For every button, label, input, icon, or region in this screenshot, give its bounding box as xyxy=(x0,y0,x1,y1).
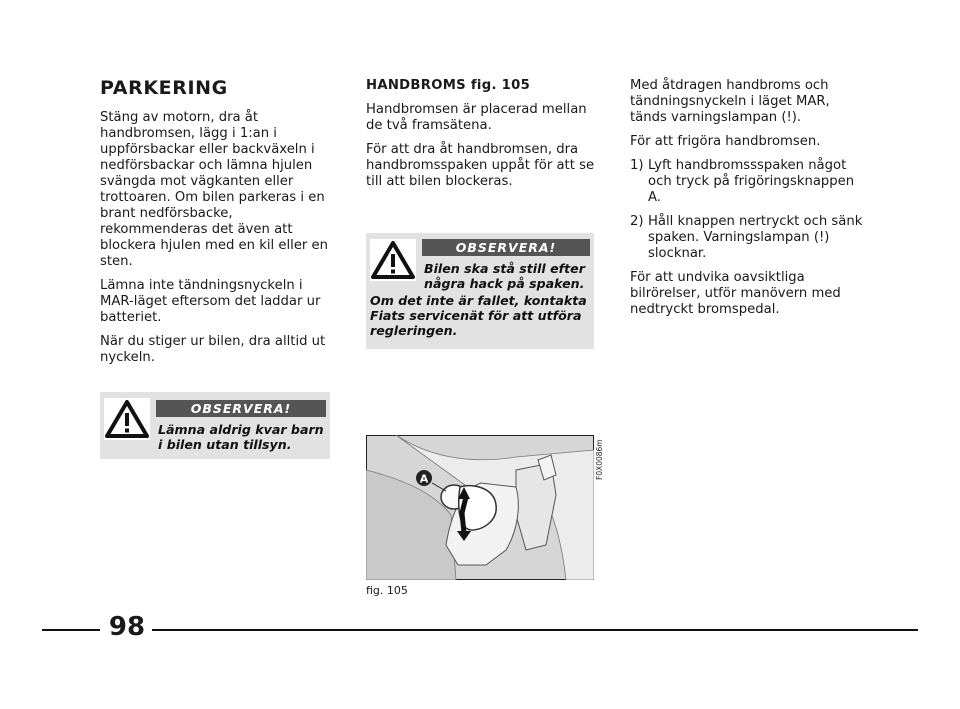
figure-caption: fig. 105 xyxy=(366,584,408,597)
figure-code xyxy=(593,440,605,480)
page-number: 98 xyxy=(108,612,146,642)
column-release-instructions xyxy=(630,78,870,326)
column-parkering xyxy=(100,78,332,374)
brake-warning-lamp-icon: (!) xyxy=(813,230,830,245)
warning-box-handbrake xyxy=(366,233,594,349)
column-handbroms xyxy=(366,78,598,198)
callout-label-a: A xyxy=(419,472,429,486)
warning-label: OBSERVERA! xyxy=(156,400,326,417)
paragraph: För att dra åt handbromsen, dra handbromsspaken uppåt för att se till att bilen blockeras. xyxy=(366,142,595,189)
paragraph: Stäng av motorn, dra åt handbromsen, lägg i 1:an i uppförsbackar eller backväxeln i nedförsbackar och lämna hjulen svängda mot vägkanten eller trottoaren. Om bilen parkeras i en brant nedförsbacke, rekommenderas det även att blockera hjulen med en kil eller en sten. xyxy=(100,110,329,269)
warning-label: OBSERVERA! xyxy=(422,239,590,256)
section-heading-handbroms: HANDBROMS fig. 105 xyxy=(366,78,531,93)
list-item: 1) Lyft handbromssspaken något och tryck på frigöringsknappen A. xyxy=(630,158,855,205)
warning-triangle-icon xyxy=(104,398,150,440)
footer-rule xyxy=(42,629,100,631)
warning-triangle-icon xyxy=(370,239,416,281)
warning-text: Lämna aldrig kvar barn i bilen utan tillsyn. xyxy=(158,422,324,452)
warning-box-children xyxy=(100,392,330,459)
footer-rule xyxy=(152,629,918,631)
handbrake-illustration xyxy=(366,435,594,580)
warning-text: Bilen ska stå still efter några hack på spaken. xyxy=(424,261,585,291)
list-item: 2) Håll knappen nertryckt och sänk spaken. Varningslampan (!) slocknar. xyxy=(630,214,863,261)
paragraph: För att frigöra handbromsen. xyxy=(630,134,821,149)
paragraph: Med åtdragen handbroms och tändningsnyckeln i läget MAR, tänds varningslampan (!). xyxy=(630,78,830,125)
brake-warning-lamp-icon: (!) xyxy=(781,110,797,125)
svg-text:F0X0086m: F0X0086m xyxy=(595,440,604,480)
paragraph: För att undvika oavsiktliga bilrörelser, utför manövern med nedtryckt bromspedal. xyxy=(630,270,841,317)
warning-text: Om det inte är fallet, kontakta Fiats servicenät för att utföra regleringen. xyxy=(370,293,587,338)
paragraph: När du stiger ur bilen, dra alltid ut nyckeln. xyxy=(100,334,326,365)
section-heading-parkering: PARKERING xyxy=(100,77,228,99)
paragraph: Handbromsen är placerad mellan de två framsätena. xyxy=(366,102,587,133)
paragraph: Lämna inte tändningsnyckeln i MAR-läget eftersom det laddar ur batteriet. xyxy=(100,278,321,325)
